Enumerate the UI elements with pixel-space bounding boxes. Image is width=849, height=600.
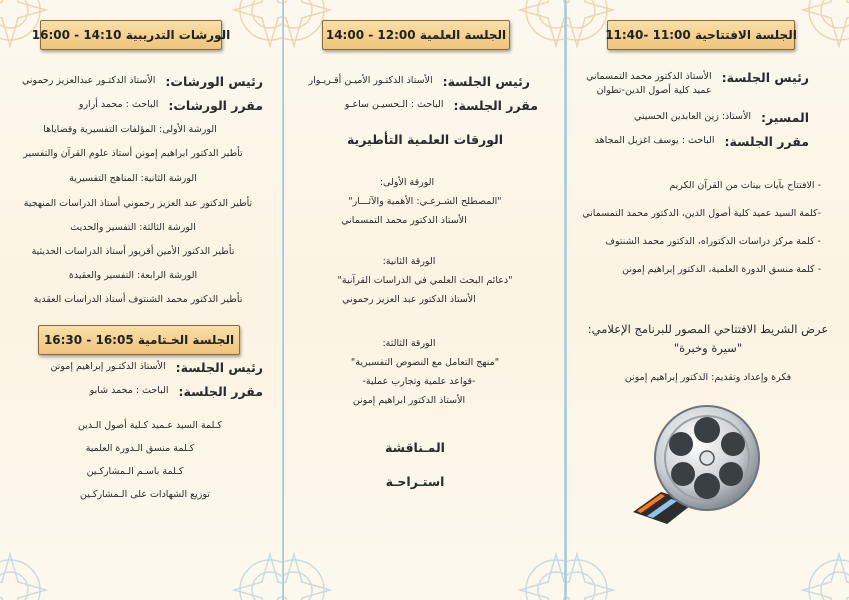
- paper-number: الورقة الثالثة:: [382, 338, 436, 349]
- opening-item: - كلمة منسق الدورة العلمية، الدكتور إبراهيم إمونن: [622, 264, 821, 275]
- closing-rapporteur-label: مقرر الجلسة:: [178, 384, 263, 399]
- workshops-chair-value: الأستاذ الدكتـور عبدالعزيز رحموني: [21, 75, 156, 86]
- ornament-rosette-icon: [567, 550, 617, 600]
- closing-chair-row: [50, 360, 263, 375]
- ornament-rosette-icon: [799, 0, 849, 50]
- closing-item: توزيع الشهادات على الـمشاركـين: [80, 489, 210, 500]
- workshop-line: تأطير الدكتور عبد العزيز رحموني أستاذ الدراسات المنهجية: [23, 198, 253, 209]
- workshops-chair-row: [22, 74, 263, 89]
- panel-scientific-session: [284, 0, 566, 600]
- scientific-rapporteur-value: الباحث : الـحسيـن ساعـو: [344, 99, 444, 110]
- workshop-line: الورشة الأولى: المؤلفات التفسيرية وقضاياها: [43, 124, 217, 135]
- film-reel-icon: [623, 400, 763, 530]
- workshops-chair-label: رئيس الورشات:: [165, 74, 263, 89]
- closing-rapporteur-row: [90, 384, 263, 399]
- workshops-rapporteur-label: مقرر الورشات:: [168, 98, 263, 113]
- panel-opening-session: [567, 0, 849, 600]
- closing-session-header: الجلسة الخـتامية 16:05 - 16:30: [38, 325, 240, 355]
- opening-moderator-label: المسير:: [761, 110, 809, 125]
- workshop-line: الورشة الرابعة: التفسير والعقيدة: [68, 270, 198, 281]
- scientific-chair-value: الأستاذ الدكتـور الأميـن أقـريـوار: [308, 75, 433, 86]
- closing-item: كـلمة منسق الـدورة العلمية: [85, 443, 195, 454]
- break-label: استـراحـة: [385, 474, 445, 489]
- closing-item: كـلمة السيد عـميد كـلية أصول الـدين: [78, 420, 222, 431]
- ornament-rosette-icon: [799, 550, 849, 600]
- ornament-rosette-icon: [284, 550, 334, 600]
- paper-title: "دعائم البحث العلمي في الدراسات القرآنية": [337, 275, 513, 286]
- opening-rapporteur-value: الباحث : يوسف اغزيل المجاهد: [594, 135, 715, 146]
- opening-chair-name: الأستاذ الدكتور محمد التمسماني: [586, 71, 712, 82]
- paper-number: الورقة الثانية:: [382, 256, 436, 267]
- opening-moderator-row: [634, 110, 809, 125]
- scientific-rapporteur-label: مقرر الجلسة:: [453, 98, 538, 113]
- workshop-line: الورشة الثالثة: التفسير والحديث: [70, 222, 196, 233]
- ornament-rosette-icon: [516, 0, 566, 50]
- paper-author: الأستاذ الدكتور محمد التمسماني: [341, 215, 467, 226]
- scientific-chair-row: [309, 74, 530, 89]
- opening-session-header: الجلسة الافتتاحية 11:00 -11:40: [607, 20, 795, 50]
- opening-item: - كلمة مركز دراسات الدكتوراه، الدكتور محمد الشنتوف: [605, 236, 821, 247]
- discussion-label: المـناقشة: [385, 440, 445, 455]
- papers-title: الورقات العلمية التأطيرية: [346, 132, 504, 147]
- paper-title: "منهج التعامل مع النصوص التفسيرية": [350, 357, 500, 368]
- ornament-rosette-icon: [230, 0, 283, 50]
- workshops-rapporteur-value: الباحث : محمد أرارو: [78, 99, 159, 110]
- paper-number: الورقة الأولى:: [379, 177, 435, 188]
- scientific-session-header: الجلسة العلمية 12:00 - 14:00: [322, 20, 510, 50]
- opening-item: -كلمة السيد عميد كلية أصول الدين، الدكتور محمد التمسماني: [582, 208, 821, 219]
- opening-chair-row: [586, 70, 809, 98]
- paper-subtitle: -قواعد علمية وتجارب عملية-: [362, 376, 476, 387]
- opening-rapporteur-row: [595, 134, 809, 149]
- ornament-rosette-icon: [230, 550, 283, 600]
- opening-item: - الافتتاح بآيات بينات من القرآن الكريم: [669, 180, 821, 191]
- workshop-line: تأطير الدكتور محمد الشنتوف أستاذ الدراسات العقدية: [33, 294, 243, 305]
- closing-rapporteur-value: الباحث : محمد شابو: [89, 385, 169, 396]
- panel-workshops: [0, 0, 283, 600]
- opening-moderator-value: الأستاذ: زين العابدين الحسيني: [633, 111, 752, 122]
- workshops-header: الورشات التدريبية 14:10 - 16:00: [40, 20, 222, 50]
- closing-item: كـلمة باسـم الـمشاركـين: [86, 466, 184, 477]
- opening-rapporteur-label: مقرر الجلسة:: [724, 134, 809, 149]
- paper-author: الأستاذ الدكتور عبد العزيز رحموني: [342, 294, 476, 305]
- paper-title: "المصطلح الشـرعـي: الأهمية والآثـــار": [348, 196, 502, 207]
- paper-author: الأستاذ الدكتور ابراهيم إمونن: [352, 395, 466, 406]
- workshop-line: تأطير الدكتور الأمين أقريور أستاذ الدراسات الحديثية: [31, 246, 235, 257]
- ornament-rosette-icon: [516, 550, 566, 600]
- scientific-rapporteur-row: [345, 98, 538, 113]
- workshop-line: تأطير الدكتور ابراهيم إمونن أستاذ علوم القرآن والتفسير: [23, 148, 243, 159]
- film-title: عرض الشريط الافتتاحي المصور للبرنامج الإعلامي:: [587, 322, 829, 336]
- opening-chair-label: رئيس الجلسة:: [721, 70, 809, 85]
- scientific-chair-label: رئيس الجلسة:: [442, 74, 530, 89]
- ornament-rosette-icon: [0, 550, 50, 600]
- closing-chair-label: رئيس الجلسة:: [175, 360, 263, 375]
- workshop-line: الورشة الثانية: المناهج التفسيرية: [69, 173, 197, 184]
- workshops-rapporteur-row: [79, 98, 263, 113]
- closing-chair-value: الأستاذ الدكتـور إبراهيم إمونن: [50, 361, 166, 372]
- opening-chair-title: عميد كلية أصول الدين-تطوان: [596, 85, 712, 96]
- film-name: "سيرة وخبرة": [673, 341, 743, 355]
- film-credit: فكرة وإعداد وتقديم: الدكتور إبراهيم إمونن: [624, 372, 792, 383]
- opening-chair-value: [586, 70, 712, 98]
